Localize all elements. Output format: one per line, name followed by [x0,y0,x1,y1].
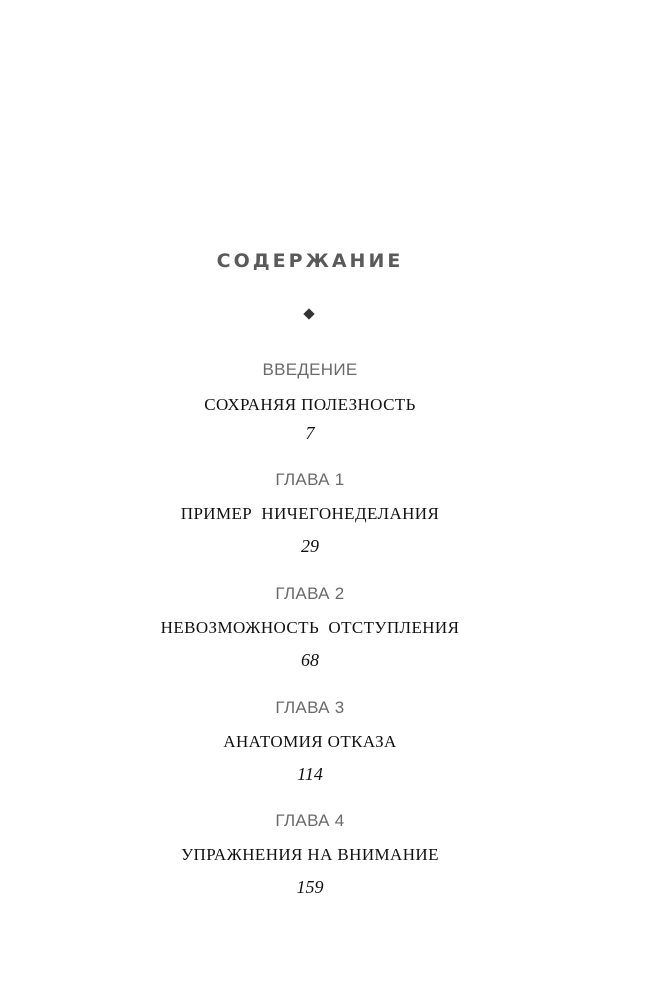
toc-heading: СОДЕРЖАНИЕ [216,250,404,272]
diamond-ornament-icon [303,308,314,319]
entry-page-chapter-4: 159 [296,877,324,897]
entry-page-chapter-2: 68 [301,650,319,670]
entry-label-chapter-4: ГЛАВА 4 [275,811,345,830]
entry-label-intro: ВВЕДЕНИЕ [262,360,358,379]
entry-title-chapter-3: АНАТОМИЯ ОТКАЗА [223,732,397,751]
entry-page-chapter-1: 29 [301,536,319,556]
entry-title-chapter-4: УПРАЖНЕНИЯ НА ВНИМАНИЕ [181,845,439,864]
entry-title-chapter-1: ПРИМЕР НИЧЕГОНЕДЕЛАНИЯ [180,504,440,523]
entry-label-chapter-1: ГЛАВА 1 [275,470,345,489]
entry-page-intro: 7 [305,423,315,443]
entry-label-chapter-3: ГЛАВА 3 [275,698,345,717]
entry-label-chapter-2: ГЛАВА 2 [275,584,345,603]
entry-page-chapter-3: 114 [297,764,323,784]
entry-title-chapter-2: НЕВОЗМОЖНОСТЬ ОТСТУПЛЕНИЯ [160,618,460,637]
entry-title-intro: СОХРАНЯЯ ПОЛЕЗНОСТЬ [204,395,416,414]
